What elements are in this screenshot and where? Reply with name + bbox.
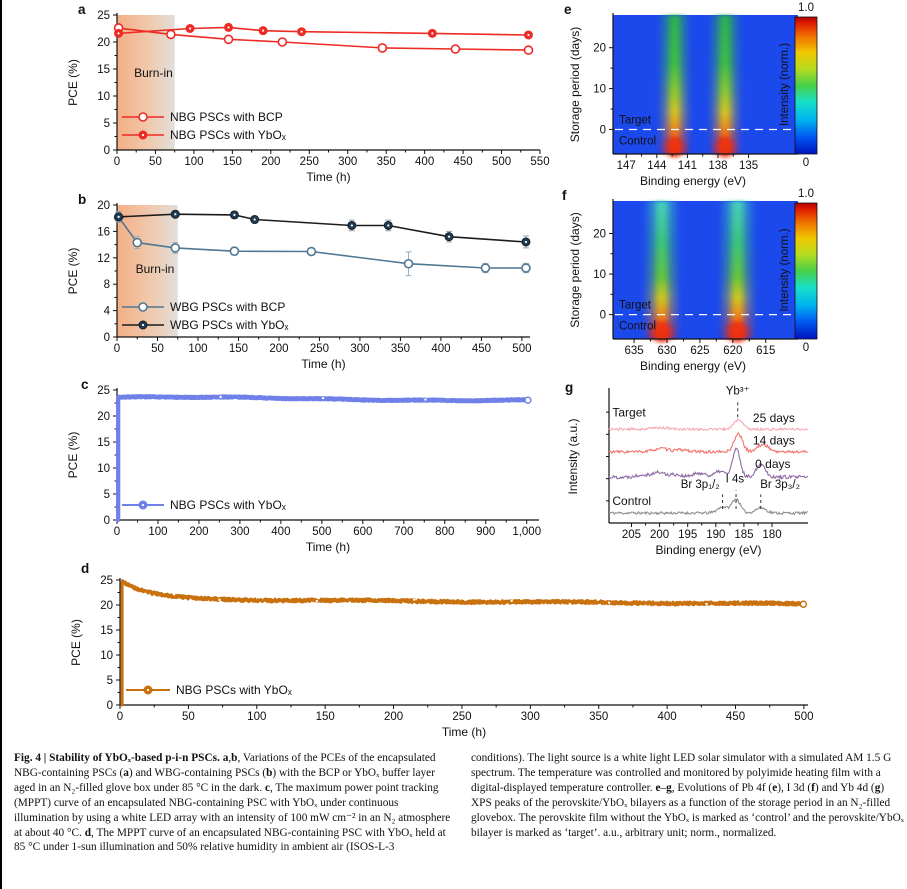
- svg-text:500: 500: [794, 711, 814, 723]
- panel-letter-b: b: [78, 192, 87, 207]
- svg-text:150: 150: [315, 711, 335, 723]
- svg-text:450: 450: [453, 156, 473, 168]
- figure-caption-right-column: [471, 751, 905, 840]
- svg-text:100: 100: [148, 526, 168, 538]
- svg-text:550: 550: [530, 156, 550, 168]
- svg-text:205: 205: [621, 529, 642, 541]
- xps-peak-streak: [722, 201, 752, 343]
- y-axis-label: PCE (%): [69, 619, 83, 666]
- legend: [122, 498, 286, 512]
- y-axis-label: Intensity (a.u.): [566, 418, 580, 495]
- svg-text:625: 625: [690, 345, 710, 357]
- colorbar-label: Intensity (norm.): [779, 228, 791, 312]
- x-axis-label: Binding energy (eV): [639, 359, 747, 373]
- trace-speck: [424, 398, 426, 400]
- svg-text:135: 135: [738, 160, 759, 172]
- svg-text:250: 250: [309, 343, 330, 355]
- svg-text:200: 200: [383, 711, 404, 723]
- svg-text:300: 300: [350, 343, 370, 355]
- burn-in-region: [117, 15, 175, 150]
- caption-text-run: , Variations of the PCEs of the encapsulated NBG-containing PSCs (: [14, 752, 436, 779]
- caption-text-run: ), I 3d (: [777, 781, 812, 794]
- svg-text:400: 400: [657, 711, 677, 723]
- svg-text:25: 25: [97, 385, 110, 397]
- caption-text-run: ) with the BCP or YbOₓ buffer layer aged in an N₂-filled glove box under 85 °C in the dark.: [14, 766, 435, 794]
- series-ybox: [115, 23, 533, 39]
- svg-text:100: 100: [247, 711, 267, 723]
- svg-text:0: 0: [113, 156, 121, 168]
- svg-text:150: 150: [228, 343, 249, 355]
- y-axis-label: PCE (%): [66, 247, 80, 295]
- y-axis-label: Storage period (days): [568, 26, 582, 143]
- legend-label: WBG PSCs with BCP: [170, 300, 286, 314]
- panel-g-svg: [558, 372, 898, 577]
- svg-text:0: 0: [599, 124, 606, 137]
- svg-text:50: 50: [181, 711, 195, 723]
- caption-text-run: ) and Yb 4d (: [814, 781, 875, 794]
- caption-bold-run: Fig. 4 | Stability of YbOₓ-based p-i-n PSCs.: [14, 752, 223, 764]
- panel-d-mppt-nbg-air-chart: [42, 558, 862, 758]
- colorbar-label: Intensity (norm.): [779, 42, 791, 127]
- caption-text-run: , The maximum power point tracking (MPPT) curve of an encapsulated NBG-containing PSC with YbOₓ under continuous illumination by using a white LED array with an intensity of 100 mW cm⁻² in an N₂ atmosphere at about 40 °C.: [14, 781, 451, 839]
- svg-text:620: 620: [723, 345, 743, 357]
- trace-speck: [322, 397, 324, 399]
- svg-text:10: 10: [593, 83, 606, 96]
- svg-text:500: 500: [312, 526, 332, 538]
- x-axis-label: Time (h): [441, 725, 487, 739]
- svg-text:10: 10: [97, 463, 110, 475]
- panel-c-svg: [42, 373, 574, 563]
- panel-d-svg: [42, 558, 862, 758]
- series-line: [119, 217, 526, 268]
- svg-text:190: 190: [706, 529, 726, 541]
- legend-label: NBG PSCs with YbOₓ: [170, 128, 286, 142]
- svg-text:250: 250: [299, 156, 319, 168]
- svg-text:200: 200: [261, 156, 281, 168]
- svg-text:200: 200: [649, 529, 670, 541]
- svg-text:1,000: 1,000: [512, 526, 542, 538]
- series-line: [119, 27, 529, 35]
- panel-a-svg: [42, 0, 567, 190]
- caption-bold-run: a: [123, 766, 129, 779]
- svg-text:700: 700: [394, 526, 414, 538]
- caption-bold-run: b: [231, 752, 238, 764]
- caption-text-run: ,: [228, 752, 232, 764]
- svg-text:0: 0: [116, 711, 124, 723]
- x-axis-label: Time (h): [301, 357, 346, 371]
- legend-label: NBG PSCs with BCP: [170, 110, 283, 124]
- trace-speck: [705, 603, 707, 605]
- svg-text:141: 141: [677, 160, 697, 172]
- caption-bold-run: g: [666, 781, 672, 794]
- colorbar-max-label: 1.0: [798, 188, 814, 200]
- svg-text:100: 100: [184, 156, 204, 168]
- legend-label: NBG PSCs with YbOₓ: [176, 683, 292, 697]
- y-axis-label: Storage period (days): [568, 212, 582, 328]
- svg-text:300: 300: [520, 711, 540, 723]
- svg-text:25: 25: [100, 575, 113, 587]
- svg-text:10: 10: [100, 650, 113, 662]
- svg-text:630: 630: [657, 345, 677, 357]
- svg-text:15: 15: [97, 64, 110, 76]
- trace-speck: [413, 598, 415, 600]
- storage-day-label: 0 days: [755, 456, 791, 471]
- panel-letter-e: e: [564, 2, 572, 17]
- burn-in-label: Burn-in: [135, 261, 175, 276]
- svg-text:0: 0: [106, 700, 113, 712]
- svg-text:20: 20: [97, 411, 110, 423]
- tick-labels: [622, 529, 782, 541]
- caption-text-run: , Evolutions of Pb 4f (: [671, 781, 773, 794]
- svg-text:10: 10: [97, 91, 110, 103]
- colorbar-min-label: 0: [802, 342, 810, 354]
- svg-text:500: 500: [491, 156, 512, 168]
- burn-in-label: Burn-in: [134, 66, 173, 81]
- panel-f-i3d-xps-heatmap: [558, 186, 898, 374]
- annotation-label: I 4s: [725, 473, 745, 486]
- svg-text:350: 350: [589, 711, 609, 723]
- caption-bold-run: b: [266, 766, 273, 779]
- trace-speck: [510, 600, 512, 602]
- svg-text:147: 147: [616, 160, 636, 172]
- svg-text:450: 450: [725, 711, 746, 723]
- x-axis-label: Time (h): [306, 170, 351, 184]
- svg-text:400: 400: [271, 526, 291, 538]
- legend: [126, 683, 292, 697]
- annotation-label: Br 3p₃/₂: [760, 478, 801, 491]
- svg-text:12: 12: [97, 252, 110, 265]
- svg-text:50: 50: [149, 156, 162, 168]
- x-axis-label: Time (h): [305, 540, 351, 554]
- x-axis-label: Binding energy (eV): [655, 543, 762, 557]
- panel-e-svg: [558, 0, 898, 188]
- legend-label: NBG PSCs with YbOₓ: [170, 498, 286, 512]
- target-label: Target: [619, 114, 651, 127]
- svg-text:0: 0: [103, 145, 110, 157]
- svg-text:0: 0: [103, 515, 110, 527]
- svg-text:25: 25: [97, 10, 110, 22]
- svg-text:185: 185: [734, 529, 754, 541]
- legend-label: WBG PSCs with YbOₓ: [170, 318, 289, 332]
- svg-text:500: 500: [512, 343, 532, 355]
- svg-text:400: 400: [431, 343, 451, 355]
- panel-letter-g: g: [565, 380, 574, 395]
- series-bcp: [115, 24, 533, 54]
- caption-bold-run: e: [655, 781, 661, 794]
- curve-group-label: Target: [612, 405, 646, 420]
- svg-text:8: 8: [103, 279, 110, 292]
- svg-text:20: 20: [97, 200, 110, 212]
- svg-text:20: 20: [593, 42, 606, 55]
- svg-text:0: 0: [113, 526, 121, 538]
- panel-c-mppt-nbg-chart: [42, 373, 574, 563]
- svg-text:0: 0: [113, 343, 121, 355]
- svg-text:195: 195: [678, 529, 698, 541]
- svg-text:15: 15: [97, 437, 110, 449]
- caption-text-run: , The MPPT curve of an encapsulated NBG-containing PSC with YbOₓ held at 85 °C under 1-sun illumination and 50% relative humidity in ambient air (ISOS-L-3: [14, 826, 446, 854]
- panel-letter-f: f: [562, 188, 567, 203]
- svg-text:5: 5: [103, 118, 110, 130]
- caption-text-run: ) XPS peaks of the perovskite/YbOₓ bilayers as a function of the storage period in an N₂-filled glovebox. The perovskite film without the YbOₓ is marked as ‘control’ and the perovskite/YbOₓ bilayer is marked as ‘target’. a.u., arbitrary unit; norm., normalized.: [471, 781, 905, 839]
- svg-text:10: 10: [593, 269, 606, 282]
- svg-text:138: 138: [708, 160, 728, 172]
- panel-g-yb4d-xps-spectra: [558, 372, 898, 577]
- panel-b-svg: [42, 188, 567, 380]
- panel-a-pce-aging-nbg-chart: [42, 0, 567, 190]
- annotation-label: Yb³⁺: [725, 385, 750, 398]
- caption-bold-run: d: [84, 826, 92, 839]
- series-line: [119, 214, 526, 242]
- svg-text:16: 16: [97, 226, 110, 239]
- colorbar-max-label: 1.0: [798, 2, 814, 14]
- figure-caption-left-column: [14, 751, 454, 855]
- svg-text:615: 615: [756, 345, 776, 357]
- svg-text:800: 800: [435, 526, 455, 538]
- svg-text:144: 144: [647, 160, 667, 172]
- storage-day-label: 14 days: [752, 433, 795, 448]
- colorbar-min-label: 0: [802, 157, 810, 169]
- caption-bold-run: c: [264, 781, 270, 794]
- svg-text:4: 4: [103, 305, 110, 318]
- caption-text-run: ) and WBG-containing PSCs (: [128, 766, 267, 779]
- trace-speck: [218, 599, 220, 601]
- storage-day-label: 25 days: [752, 410, 795, 425]
- caption-text-run: –: [660, 781, 667, 794]
- svg-text:5: 5: [106, 675, 113, 687]
- svg-text:450: 450: [471, 343, 492, 355]
- x-axis-label: Binding energy (eV): [639, 174, 747, 188]
- svg-text:900: 900: [476, 526, 496, 538]
- svg-text:300: 300: [338, 156, 358, 168]
- svg-text:350: 350: [390, 343, 411, 355]
- y-axis-label: PCE (%): [66, 59, 80, 106]
- svg-text:100: 100: [188, 343, 208, 355]
- svg-text:20: 20: [97, 37, 110, 49]
- trace-end-marker: [525, 397, 531, 403]
- svg-text:20: 20: [100, 600, 113, 612]
- control-label: Control: [619, 135, 657, 148]
- svg-text:50: 50: [151, 343, 164, 355]
- trace-end-marker: [800, 601, 806, 607]
- xps-peak-streak: [661, 15, 688, 158]
- svg-text:400: 400: [415, 156, 435, 168]
- caption-bold-run: a: [222, 752, 229, 764]
- svg-text:180: 180: [762, 529, 782, 541]
- svg-text:635: 635: [624, 345, 644, 357]
- svg-text:20: 20: [593, 228, 606, 241]
- y-axis-label: PCE (%): [66, 431, 80, 479]
- caption-bold-run: f: [811, 781, 815, 794]
- error-bars: [116, 26, 532, 51]
- svg-text:200: 200: [269, 343, 289, 355]
- svg-text:300: 300: [230, 526, 250, 538]
- annotation-label: Br 3p₁/₂: [680, 478, 720, 491]
- svg-text:350: 350: [376, 156, 396, 168]
- panel-letter-d: d: [81, 561, 90, 576]
- trace-speck: [219, 396, 221, 398]
- panel-letter-c: c: [81, 377, 89, 392]
- svg-text:250: 250: [452, 711, 472, 723]
- target-label: Target: [619, 299, 651, 312]
- xps-peak-streak: [712, 15, 739, 158]
- tick-labels: [97, 385, 541, 538]
- svg-text:15: 15: [100, 625, 113, 637]
- svg-text:150: 150: [222, 156, 242, 168]
- svg-text:0: 0: [599, 309, 606, 322]
- panel-b-pce-aging-wbg-chart: [42, 188, 567, 380]
- panel-letter-a: a: [78, 2, 86, 17]
- panel-f-svg: [558, 186, 898, 374]
- caption-bold-run: e: [772, 781, 778, 794]
- caption-bold-run: g: [874, 781, 881, 794]
- panel-e-pb4f-xps-heatmap: [558, 0, 898, 188]
- svg-text:0: 0: [103, 332, 110, 344]
- curve-group-label: Control: [612, 494, 652, 509]
- svg-text:600: 600: [353, 526, 373, 538]
- control-label: Control: [619, 320, 657, 333]
- svg-text:5: 5: [103, 489, 110, 501]
- caption-text-run: conditions). The light source is a white light LED solar simulator with a simulated AM 1.5 G spectrum. The temperature was controlled and monitored by polyimide heating film with a digital-displayed temperature controller.: [471, 752, 892, 794]
- trace-speck: [316, 600, 318, 602]
- svg-text:200: 200: [189, 526, 209, 538]
- trace-speck: [608, 602, 610, 604]
